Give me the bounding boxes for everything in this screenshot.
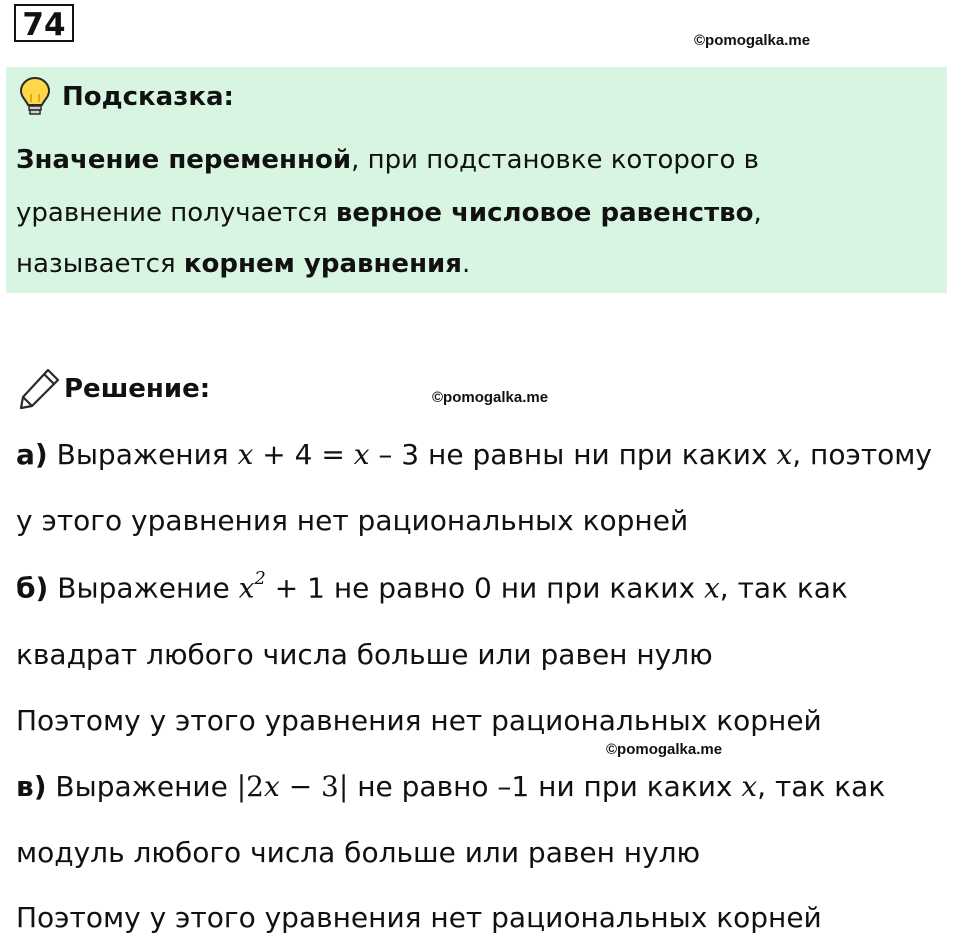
exponent: 2 [254,568,266,589]
watermark-bottom: ©pomogalka.me [606,741,723,758]
hint-line-1 [16,145,759,175]
solution-a-line-1 [16,438,932,471]
hint-bold-term: Значение переменной [16,145,352,175]
text: , так как [757,770,886,803]
pencil-icon [18,366,62,410]
hint-line-3 [16,249,470,279]
text: Выражения [47,438,238,471]
var-x: x [353,438,370,471]
hint-bold-term: верное числовое равенство [335,198,754,228]
lightbulb-icon [18,76,52,116]
text: , поэтому [792,438,932,471]
solution-a-line-2: у этого уравнения нет рациональных корней [16,504,689,537]
solution-b-line-3: Поэтому у этого уравнения нет рациональных корней [16,704,822,737]
hint-line-2 [16,198,762,228]
text: + 4 = [253,438,354,471]
var-x: x [238,571,255,605]
solution-b-line-1 [16,568,848,605]
var-x: x [741,770,758,803]
hint-bold-term: корнем уравнения [183,249,462,279]
abs-open: |2 [236,770,264,803]
var-x: x [237,438,254,471]
solution-c-line-2: модуль любого числа больше или равен нулю [16,836,701,869]
task-number: 74 [14,4,74,42]
solution-title: Решение: [64,374,211,404]
var-x: x [264,770,280,803]
item-label-c: в) [16,770,47,803]
text: – 3 не равны ни при каких [369,438,777,471]
hint-text: уравнение получается [16,198,336,228]
solution-b-line-2: квадрат любого числа больше или равен нулю [16,638,713,671]
text: не равно –1 ни при каких [348,770,742,803]
hint-text: , при подстановке которого в [351,145,759,175]
text: + 1 не равно 0 ни при каких [265,571,704,605]
text: Выражение [48,571,239,605]
var-x: x [776,438,793,471]
text: , так как [719,571,848,605]
watermark-top: ©pomogalka.me [694,32,811,49]
hint-title: Подсказка: [62,82,234,112]
hint-text: называется [16,249,184,279]
item-label-b: б) [16,571,49,605]
solution-c-line-3: Поэтому у этого уравнения нет рациональных корней [16,901,822,934]
var-x: x [703,571,720,605]
text: Выражение [46,770,237,803]
hint-text: , [753,198,762,228]
abs-rest: − 3| [279,770,349,803]
watermark-middle: ©pomogalka.me [432,389,549,406]
hint-text: . [461,249,471,279]
solution-c-line-1 [16,770,885,803]
item-label-a: а) [16,438,48,471]
